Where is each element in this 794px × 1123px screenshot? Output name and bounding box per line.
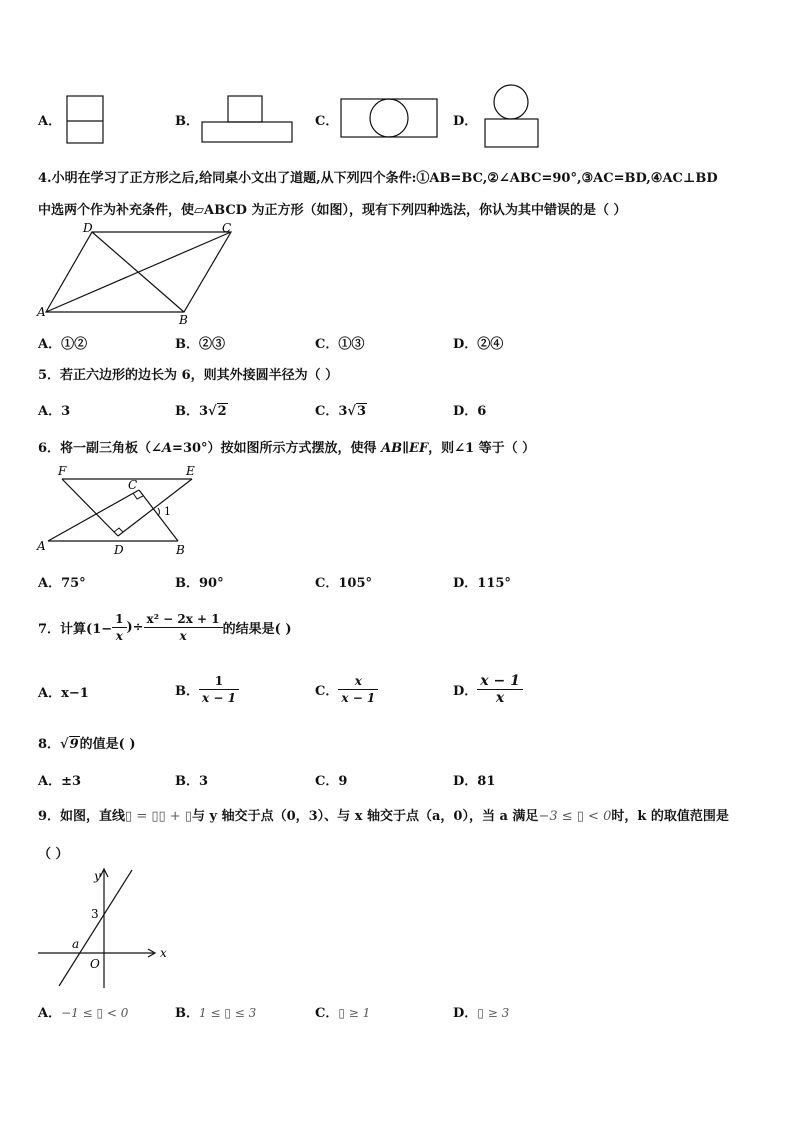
q9-option-b xyxy=(175,1002,256,1021)
q9-option-c-text: ▯ ≥ 1 xyxy=(338,1006,371,1020)
q4-stem-line2: 中选两个作为补充条件，使▱ABCD 为正方形（如图），现有下列四种选法，你认为其中错误的是（ ） xyxy=(38,203,627,218)
q9-condition: −3 ≤ ▯ < 0 xyxy=(538,809,612,824)
q6-stem-part: 6．将一副三角板（∠ xyxy=(38,441,162,456)
q6-label-c: C xyxy=(128,478,138,492)
q6-option-d: D．115° xyxy=(453,576,511,591)
q5-option-c-radicand: 3 xyxy=(356,404,366,419)
q9-axis-y-label: y xyxy=(94,869,101,883)
q3-option-c-figure xyxy=(340,97,440,141)
q6-label-e: E xyxy=(186,464,195,478)
q8-option-a: A．±3 xyxy=(38,774,82,789)
q7-option-b-num: 1 xyxy=(199,673,239,690)
q3-option-d-label: D． xyxy=(453,114,478,129)
q5-option-c-text: C．3 xyxy=(315,404,348,419)
q7-option-c-fraction xyxy=(338,673,378,706)
q7-fraction-1-den: x xyxy=(115,628,123,643)
q5-stem: 5．若正六边形的边长为 6，则其外接圆半径为（ ） xyxy=(38,368,339,383)
q4-option-d: D．②④ xyxy=(453,337,504,352)
q9-stem-part: 9．如图，直线 xyxy=(38,809,126,824)
q6-option-b: B．90° xyxy=(175,576,224,591)
q6-label-f: F xyxy=(58,464,67,478)
q7-option-d-den: x xyxy=(495,689,505,706)
q9-option-d-label: D． xyxy=(453,1006,478,1021)
q4-option-a: A．①② xyxy=(38,337,88,352)
q4-label-a: A xyxy=(37,305,46,319)
q7-option-b-fraction xyxy=(199,673,239,706)
q7-option-b xyxy=(175,669,239,709)
q4-parallelogram-figure xyxy=(34,220,244,328)
q5-option-d: D．6 xyxy=(453,404,487,419)
q6-option-a: A．75° xyxy=(38,576,86,591)
q6-label-angle-1: 1 xyxy=(164,505,171,518)
q7-option-b-label: B． xyxy=(175,683,199,699)
q7-option-d-fraction xyxy=(477,673,523,706)
q6-stem-part: A xyxy=(161,441,173,456)
q7-fraction-2 xyxy=(144,611,223,644)
q4-option-b: B．②③ xyxy=(175,337,225,352)
q8-radicand: 9 xyxy=(69,737,79,752)
q7-stem xyxy=(38,607,291,647)
q4-option-c: C．①③ xyxy=(315,337,365,352)
q7-fraction-2-den: x xyxy=(179,628,187,643)
q7-stem-part: 的结果是( ) xyxy=(222,621,292,637)
q6-stem-part: ∥ xyxy=(402,441,410,456)
q9-label-3: 3 xyxy=(91,907,99,921)
q8-option-d: D．81 xyxy=(453,774,496,789)
q6-label-d: D xyxy=(114,543,124,557)
q6-stem xyxy=(38,437,535,456)
q7-option-a: A．x−1 xyxy=(38,686,89,701)
q6-option-c: C．105° xyxy=(315,576,372,591)
q3-option-b-figure xyxy=(200,95,295,145)
q9-option-a xyxy=(38,1002,128,1021)
q7-stem-part: )÷ xyxy=(126,619,144,635)
q8-option-b: B．3 xyxy=(175,774,209,789)
q9-stem xyxy=(38,805,729,824)
q3-option-b-label: B． xyxy=(175,114,199,129)
q9-option-a-label: A． xyxy=(38,1006,62,1021)
q9-option-b-label: B． xyxy=(175,1006,199,1021)
q9-label-a: a xyxy=(72,937,80,951)
q5-option-b-radicand: 2 xyxy=(217,404,227,419)
q9-stem-part: 与 y 轴交于点（0，3）、与 x 轴交于点（a，0），当 a 满足 xyxy=(191,809,539,824)
q8-stem-part: 的值是( ) xyxy=(79,737,136,752)
q7-option-d-num: x − 1 xyxy=(477,673,523,690)
q6-label-b: B xyxy=(176,543,185,557)
q7-option-b-den: x − 1 xyxy=(202,690,236,705)
q7-option-c xyxy=(315,669,378,709)
q9-stem-part: 时，k 的取值范围是 xyxy=(611,809,729,824)
q8-stem-part: 8． xyxy=(38,737,61,752)
q7-fraction-1-num: 1 xyxy=(112,611,126,628)
q9-label-origin: O xyxy=(90,957,100,971)
q8-option-c: C．9 xyxy=(315,774,348,789)
q4-label-d: D xyxy=(83,221,93,235)
q5-option-a: A．3 xyxy=(38,404,71,419)
q6-stem-part: ，则∠1 等于（ ） xyxy=(428,441,536,456)
q3-option-a-figure xyxy=(66,95,106,145)
q5-option-b xyxy=(175,400,228,419)
q6-stem-part: EF xyxy=(409,441,429,456)
q3-option-a-label: A． xyxy=(38,114,62,129)
q4-label-b: B xyxy=(179,313,188,327)
q9-option-c-label: C． xyxy=(315,1006,339,1021)
q9-graph-figure xyxy=(34,864,174,992)
q9-equation: ▯ = ▯▯ + ▯ xyxy=(125,809,192,824)
q4-label-c: C xyxy=(222,221,232,235)
sqrt-icon: √ xyxy=(347,404,356,419)
q4-stem-line1: 4.小明在学习了正方形之后,给同桌小文出了道题,从下列四个条件:①AB=BC,②∠ABC=90°,③AC=BD,④AC⊥BD xyxy=(38,171,718,186)
q6-label-a: A xyxy=(37,539,46,553)
q6-triangles-figure xyxy=(34,462,204,560)
q3-option-d-figure xyxy=(482,84,542,150)
q5-option-b-text: B．3 xyxy=(175,404,209,419)
sqrt-icon: √ xyxy=(60,737,69,752)
q7-option-d-label: D． xyxy=(453,683,478,699)
q9-option-d-text: ▯ ≥ 3 xyxy=(477,1006,510,1020)
q6-stem-part: =30°）按如图所示方式摆放，使得 xyxy=(172,441,382,456)
q9-option-c xyxy=(315,1002,370,1021)
sqrt-icon: √ xyxy=(208,404,217,419)
q9-option-a-text: −1 ≤ ▯ < 0 xyxy=(61,1006,129,1020)
q7-option-c-num: x xyxy=(338,673,378,690)
q8-stem xyxy=(38,733,135,752)
q7-fraction-1 xyxy=(112,611,126,644)
q6-stem-part: AB xyxy=(381,441,403,456)
q7-stem-part: 7．计算(1− xyxy=(38,621,113,637)
q9-option-b-text: 1 ≤ ▯ ≤ 3 xyxy=(199,1006,257,1020)
q7-option-c-den: x − 1 xyxy=(341,690,376,705)
q5-option-c xyxy=(315,400,367,419)
q7-option-d xyxy=(453,667,523,711)
q3-option-c-label: C． xyxy=(315,114,339,129)
q7-fraction-2-num: x² − 2x + 1 xyxy=(144,611,223,628)
q9-option-d xyxy=(453,1002,509,1021)
q9-paren: （ ） xyxy=(38,847,69,862)
q7-option-c-label: C． xyxy=(315,683,339,699)
q9-axis-x-label: x xyxy=(160,946,167,960)
